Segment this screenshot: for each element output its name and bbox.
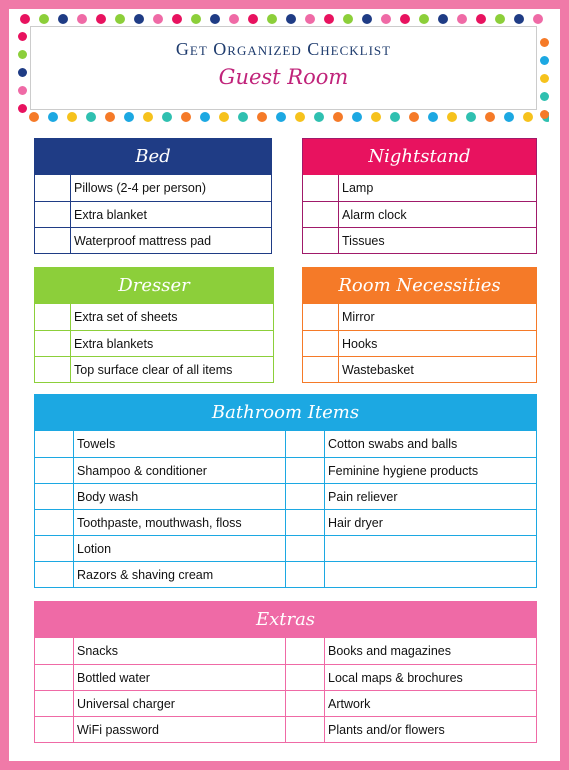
dot	[77, 14, 87, 24]
dot	[540, 74, 549, 83]
section-nightstand	[302, 138, 537, 254]
section-room-necessities-title: Room Necessities	[303, 268, 536, 304]
checklist-row	[286, 638, 536, 664]
dot	[343, 14, 353, 24]
checkbox[interactable]	[35, 717, 74, 742]
extras-grid	[35, 638, 536, 742]
dot	[533, 14, 543, 24]
checklist-row	[35, 664, 285, 690]
checklist-row	[35, 356, 273, 382]
checklist-item-label: Extra set of sheets	[74, 310, 178, 324]
dot	[134, 14, 144, 24]
checklist-row	[286, 664, 536, 690]
checklist-item-label: Feminine hygiene products	[328, 464, 479, 478]
dot	[305, 14, 315, 24]
checklist-item-label: Extra blanket	[74, 208, 147, 222]
checklist-row	[35, 561, 285, 587]
dot	[295, 112, 305, 122]
dot	[362, 14, 372, 24]
bathroom-grid	[35, 431, 536, 587]
dot	[58, 14, 68, 24]
dot	[115, 14, 125, 24]
dot	[238, 112, 248, 122]
dot	[485, 112, 495, 122]
checklist-item-label: Tissues	[342, 234, 385, 248]
checkbox[interactable]	[35, 228, 71, 253]
checkbox[interactable]	[35, 665, 74, 690]
checkbox[interactable]	[35, 638, 74, 664]
checklist-item-label: Shampoo & conditioner	[77, 464, 207, 478]
checklist-item-label	[325, 562, 536, 587]
checkbox[interactable]	[286, 691, 325, 716]
checklist-item-label: Artwork	[328, 697, 371, 711]
page-title: Get Organized Checklist	[175, 39, 392, 59]
dot	[333, 112, 343, 122]
checklist-row	[35, 201, 271, 227]
checklist-row	[286, 690, 536, 716]
checkbox[interactable]	[286, 536, 325, 561]
checklist-item-label: Mirror	[342, 310, 375, 324]
checkbox[interactable]	[303, 202, 339, 227]
checkbox[interactable]	[286, 665, 325, 690]
checkbox[interactable]	[35, 458, 74, 483]
dot	[466, 112, 476, 122]
dot	[419, 14, 429, 24]
dot	[457, 14, 467, 24]
checkbox[interactable]	[303, 331, 339, 356]
checklist-item-label: WiFi password	[77, 723, 159, 737]
checklist-row	[303, 304, 536, 330]
checklist-item-label: Razors & shaving cream	[77, 568, 214, 582]
checklist-row	[35, 716, 285, 742]
section-extras-title: Extras	[35, 602, 536, 638]
checkbox[interactable]	[35, 357, 71, 382]
checkbox[interactable]	[35, 562, 74, 587]
checklist-item-label: Top surface clear of all items	[74, 363, 233, 377]
checklist-item-label	[325, 536, 536, 561]
dot	[390, 112, 400, 122]
dot	[504, 112, 514, 122]
checkbox[interactable]	[286, 510, 325, 535]
checklist-item-label: Body wash	[77, 490, 139, 504]
checklist-item-label: Lamp	[342, 181, 374, 195]
checkbox[interactable]	[303, 304, 339, 330]
dot	[200, 112, 210, 122]
checkbox[interactable]	[286, 562, 325, 587]
checklist-row	[303, 201, 536, 227]
checkbox[interactable]	[303, 175, 339, 201]
checkbox[interactable]	[286, 484, 325, 509]
checkbox[interactable]	[286, 638, 325, 664]
dot	[314, 112, 324, 122]
dot	[172, 14, 182, 24]
dot	[523, 112, 533, 122]
checkbox[interactable]	[35, 691, 74, 716]
checklist-item-label: Cotton swabs and balls	[328, 437, 458, 451]
section-bathroom	[34, 394, 537, 588]
checklist-item-label: Universal charger	[77, 697, 175, 711]
dot	[381, 14, 391, 24]
checklist-item-label: Alarm clock	[342, 208, 407, 222]
checklist-row	[286, 561, 536, 587]
dot	[162, 112, 172, 122]
dot	[29, 112, 39, 122]
dot	[143, 112, 153, 122]
page-subtitle: Guest Room	[218, 65, 349, 89]
dot	[18, 50, 27, 59]
checklist-row	[286, 483, 536, 509]
checkbox[interactable]	[286, 458, 325, 483]
checklist-row	[303, 330, 536, 356]
checklist-item-label: Hair dryer	[328, 516, 383, 530]
checklist-item-label: Pain reliever	[328, 490, 398, 504]
checklist-row	[35, 638, 285, 664]
checklist-row	[303, 356, 536, 382]
checklist-item-label: Lotion	[77, 542, 112, 556]
checkbox[interactable]	[35, 536, 74, 561]
checkbox[interactable]	[303, 228, 339, 253]
checklist-row	[35, 690, 285, 716]
dot	[39, 14, 49, 24]
dot	[495, 14, 505, 24]
checkbox[interactable]	[35, 331, 71, 356]
dot	[540, 56, 549, 65]
dot	[105, 112, 115, 122]
dot	[540, 110, 549, 119]
checklist-item-label: Hooks	[342, 337, 378, 351]
dot	[191, 14, 201, 24]
checklist-row	[286, 535, 536, 561]
checkbox[interactable]	[35, 510, 74, 535]
dot	[18, 104, 27, 113]
checkbox[interactable]	[35, 175, 71, 201]
dot	[18, 86, 27, 95]
dot	[18, 32, 27, 41]
dot	[438, 14, 448, 24]
checklist-item-label: Plants and/or flowers	[328, 723, 445, 737]
dot	[153, 14, 163, 24]
dot	[447, 112, 457, 122]
dot	[540, 92, 549, 101]
dot	[20, 14, 30, 24]
checkbox[interactable]	[303, 357, 339, 382]
dot	[67, 112, 77, 122]
section-bed-title: Bed	[35, 139, 271, 175]
dot	[248, 14, 258, 24]
checklist-item-label: Extra blankets	[74, 337, 154, 351]
checklist-row	[35, 535, 285, 561]
checklist-row	[35, 483, 285, 509]
dot	[400, 14, 410, 24]
checklist-item-label: Snacks	[77, 644, 118, 658]
section-nightstand-title: Nightstand	[303, 139, 536, 175]
checklist-row	[35, 227, 271, 253]
checklist-row	[35, 330, 273, 356]
dot	[324, 14, 334, 24]
checklist-row	[35, 431, 285, 457]
dot	[476, 14, 486, 24]
checkbox[interactable]	[35, 431, 74, 457]
dot	[514, 14, 524, 24]
section-bed	[34, 138, 272, 254]
checklist-row	[286, 716, 536, 742]
checklist-item-label: Toothpaste, mouthwash, floss	[77, 516, 242, 530]
checkbox[interactable]	[35, 202, 71, 227]
checkbox[interactable]	[35, 484, 74, 509]
dot	[219, 112, 229, 122]
dot	[257, 112, 267, 122]
title-box	[30, 26, 537, 110]
section-room-necessities	[302, 267, 537, 383]
checklist-row	[286, 431, 536, 457]
checklist-item-label: Towels	[77, 437, 116, 451]
dot	[48, 112, 58, 122]
dot	[181, 112, 191, 122]
dot	[229, 14, 239, 24]
dot	[371, 112, 381, 122]
dot	[124, 112, 134, 122]
dot	[286, 14, 296, 24]
dot	[428, 112, 438, 122]
checklist-item-label: Waterproof mattress pad	[74, 234, 212, 248]
checklist-row	[303, 175, 536, 201]
section-bathroom-title: Bathroom Items	[35, 395, 536, 431]
checklist-row	[35, 304, 273, 330]
checkbox[interactable]	[35, 304, 71, 330]
checklist-row	[303, 227, 536, 253]
checklist-item-label: Books and magazines	[328, 644, 451, 658]
section-extras	[34, 601, 537, 743]
dot	[409, 112, 419, 122]
checklist-row	[35, 175, 271, 201]
dot	[210, 14, 220, 24]
header-banner	[18, 12, 549, 124]
checkbox[interactable]	[286, 717, 325, 742]
dot	[540, 38, 549, 47]
checklist-row	[35, 457, 285, 483]
checklist-item-label: Wastebasket	[342, 363, 414, 377]
checklist-item-label: Local maps & brochures	[328, 671, 463, 685]
checklist-item-label: Pillows (2-4 per person)	[74, 181, 206, 195]
checklist-row	[35, 509, 285, 535]
section-dresser-title: Dresser	[35, 268, 273, 304]
dot	[96, 14, 106, 24]
section-dresser	[34, 267, 274, 383]
dot	[267, 14, 277, 24]
checkbox[interactable]	[286, 431, 325, 457]
checklist-row	[286, 509, 536, 535]
checklist-item-label: Bottled water	[77, 671, 150, 685]
dot	[86, 112, 96, 122]
dot	[276, 112, 286, 122]
checklist-row	[286, 457, 536, 483]
dot	[352, 112, 362, 122]
dot	[18, 68, 27, 77]
